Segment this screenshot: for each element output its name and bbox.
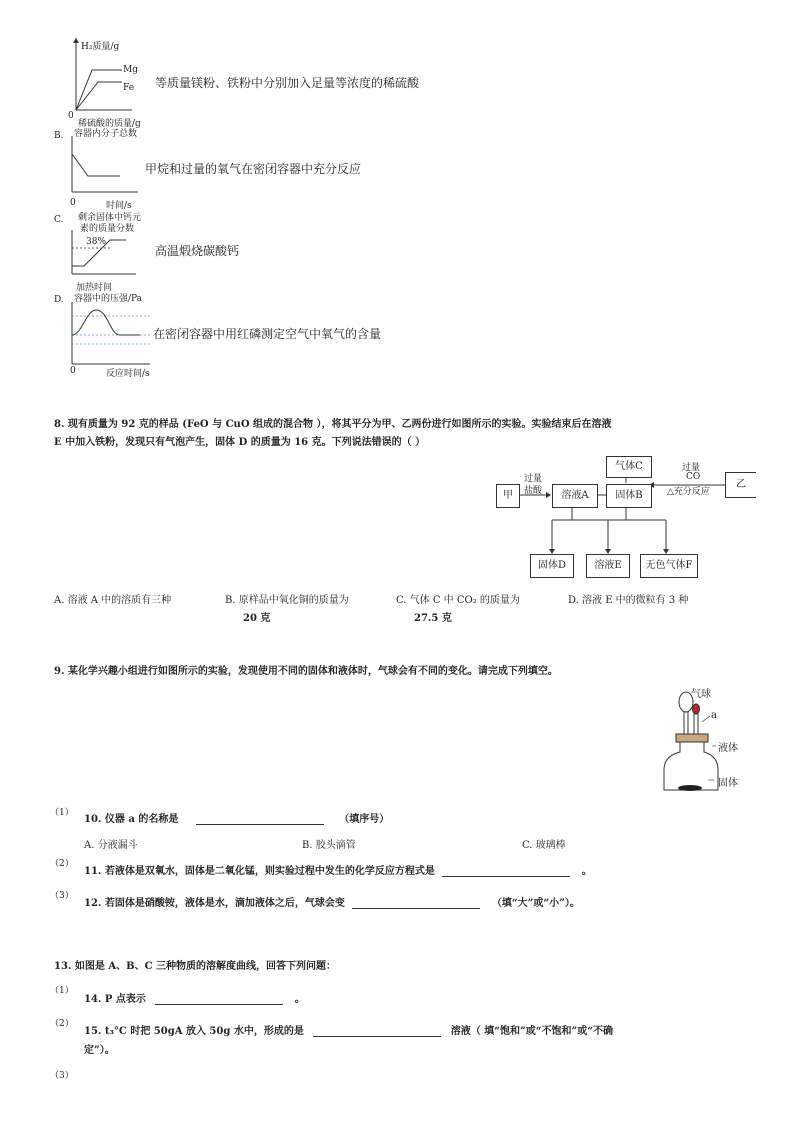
q8-arrow2-mid: CO [686, 472, 701, 482]
q9-balloon-label: 气球 [691, 689, 711, 700]
q15-answer-blank[interactable] [313, 1024, 441, 1037]
graph-c-mark: 38% [86, 237, 107, 247]
graph-a-mg-label: Mg [123, 65, 138, 75]
q8-option-b-line2[interactable]: 20 克 [243, 613, 271, 624]
q15-suffix: 溶液（ 填“饱和”或“不饱和”或“不确 [450, 1026, 614, 1037]
q10-option-a[interactable]: A. 分液漏斗 [84, 840, 138, 851]
graph-c-desc: 高温煅烧碳酸钙 [155, 244, 240, 258]
graph-c-curve [72, 240, 126, 266]
q8-stem-line1: 8. 现有质量为 92 克的样品 (FeO 与 CuO 组成的混合物 ），将其平分为甲、乙两份进行如图所示的实验。实验结束后在溶液 [54, 419, 612, 430]
q9-liquid-label: 液体 [718, 743, 738, 754]
q10-suffix: （填序号） [339, 814, 390, 825]
q10-option-c[interactable]: C. 玻璃棒 [522, 840, 566, 851]
q11-line [84, 862, 592, 877]
q14-stem: 14. P 点表示 [84, 994, 146, 1005]
q12-line [84, 894, 580, 909]
q8-box-jia: 甲 [496, 484, 520, 508]
q8-box-solution-a: 溶液A [552, 484, 598, 508]
q9-sub3-number: （3） [50, 891, 74, 901]
q13-stem: 13. 如图是 A、B、C 三种物质的溶解度曲线，回答下列问题： [54, 961, 337, 972]
graph-b-curve [72, 154, 120, 176]
q9-stem: 9. 某化学兴趣小组进行如图所示的实验，发现使用不同的固体和液体时，气球会有不同的变化。请完成下列填空。 [54, 666, 558, 677]
graph-c-x-label: 加热时间 [76, 283, 113, 293]
q9-solid-label: 固体 [718, 778, 738, 789]
q8-box-solid-b: 固体B [606, 484, 652, 508]
graph-b-y-label: 容器内分子总数 [74, 129, 138, 139]
q8-box-solid-d: 固体D [530, 554, 574, 578]
graph-c-letter: C. [54, 215, 64, 225]
graph-a-fe-curve [76, 82, 122, 110]
q11-suffix: 。 [581, 866, 592, 877]
graph-b-letter: B. [54, 131, 64, 141]
q8-option-a[interactable]: A. 溶液 A 中的溶质有三种 [54, 595, 172, 606]
q10-answer-blank[interactable] [196, 812, 324, 825]
q9-sub2-number: （2） [50, 859, 74, 869]
q8-arrow1-bottom: 盐酸 [524, 486, 543, 496]
q11-answer-blank[interactable] [442, 864, 570, 877]
dropper-bulb [693, 704, 700, 714]
q10-option-b[interactable]: B. 胶头滴管 [302, 840, 356, 851]
graph-b-x-label: 时间/s [106, 201, 132, 211]
q8-option-c-line1[interactable]: C. 气体 C 中 CO₂ 的质量为 [396, 595, 520, 606]
q14-answer-blank[interactable] [155, 992, 283, 1005]
graph-c-plot [70, 230, 150, 280]
graph-d-plot [70, 302, 160, 372]
q8-arrow2-top: 过量 [682, 463, 701, 473]
graph-b-desc: 甲烷和过量的氧气在密闭容器中充分反应 [145, 162, 362, 176]
graph-a-origin: 0 [68, 111, 74, 121]
solid-pile [678, 785, 702, 791]
graph-a-fe-label: Fe [123, 83, 135, 93]
q14-line [84, 990, 305, 1005]
graph-c-y-label-2: 素的质量分数 [80, 224, 135, 234]
graph-d-x-label: 反应时间/s [106, 369, 150, 379]
q13-sub2-number: （2） [50, 1019, 74, 1029]
graph-d-desc: 在密闭容器中用红磷测定空气中氧气的含量 [153, 327, 382, 341]
q8-option-c-line2[interactable]: 27.5 克 [414, 613, 452, 624]
q15-line2: 定”）。 [84, 1045, 115, 1056]
graph-a-mg-curve [76, 70, 122, 110]
graph-d-curve [72, 310, 140, 335]
graph-d-origin: 0 [70, 366, 76, 376]
graph-a-y-label: H₂质量/g [81, 42, 120, 52]
flask [664, 742, 718, 790]
q13-sub1-number: （1） [50, 986, 74, 996]
graph-d-y-label: 容器中的压强/Pa [74, 294, 143, 304]
q8-arrow1-top: 过量 [524, 474, 543, 484]
q8-option-d[interactable]: D. 溶液 E 中的微粒有 3 种 [568, 595, 689, 606]
q10-line [84, 810, 389, 825]
stopper [676, 734, 708, 742]
q12-stem: 12. 若固体是硝酸铵，液体是水，滴加液体之后，气球会变 [84, 898, 345, 909]
q10-stem: 10. 仪器 a 的名称是 [84, 814, 179, 825]
q8-box-solution-e: 溶液E [586, 554, 630, 578]
graph-d-letter: D. [54, 295, 64, 305]
q15-line [84, 1022, 613, 1037]
graph-c-y-label-1: 剩余固体中钙元 [78, 213, 142, 223]
q15-stem: 15. t₃°C 时把 50gA 放入 50g 水中，形成的是 [84, 1026, 304, 1037]
q12-suffix: （填“大”或“小”）。 [491, 898, 580, 909]
q13-sub3-number: （3） [50, 1071, 74, 1081]
q8-box-gas-c: 气体C [606, 456, 652, 478]
q8-option-b-line1[interactable]: B. 原样品中氧化铜的质量为 [225, 595, 349, 606]
q8-box-gas-f: 无色气体F [640, 554, 698, 578]
graph-a-desc: 等质量镁粉、铁粉中分别加入足量等浓度的稀硫酸 [155, 76, 420, 90]
graph-a-x-label: 稀硫酸的质量/g [78, 119, 141, 129]
q12-answer-blank[interactable] [352, 896, 480, 909]
q8-arrow2-bottom: △充分反应 [667, 487, 710, 497]
q8-box-yi: 乙 [725, 472, 756, 498]
graph-b-plot [70, 136, 150, 196]
q8-stem-line2: E 中加入铁粉，发现只有气泡产生，固体 D 的质量为 16 克。下列说法错误的（ ） [54, 437, 426, 448]
q14-suffix: 。 [294, 994, 305, 1005]
q9-sub1-number: （1） [50, 808, 74, 818]
q9-a-label: a [711, 710, 717, 721]
graph-b-origin: 0 [70, 198, 76, 208]
q11-stem: 11. 若液体是双氧水，固体是二氧化锰，则实验过程中发生的化学反应方程式是 [84, 866, 435, 877]
